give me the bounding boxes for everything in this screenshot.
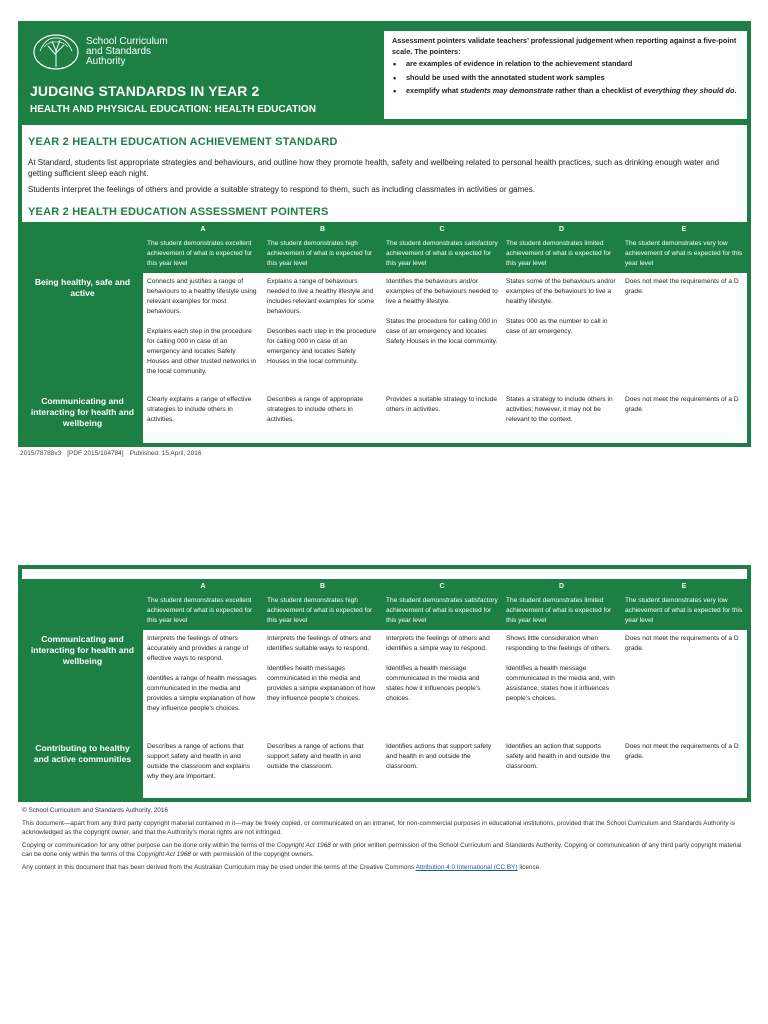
cell-text: States some of the behaviours and/or examples of the behaviours to live a healthy lifestyle. [506, 278, 616, 305]
row-heading [22, 391, 143, 443]
cell-text: Identifies health messages communicated in the media and provides a simple explanation of how they influence people’s choices. [267, 665, 376, 702]
header [22, 25, 747, 125]
cell-text: States the procedure for calling 000 in case of an emergency and locates Safety Houses in the local community. [386, 318, 498, 345]
page-one-body [22, 125, 747, 218]
pdf-reference: [PDF 2015/104784] [67, 450, 124, 457]
row-heading [22, 630, 143, 738]
cell-text: Identifies an action that supports safety and health in and outside the classroom. [506, 743, 611, 770]
cell-text: Provides a suitable strategy to include others in activities. [386, 396, 498, 413]
page-subtitle: HEALTH AND PHYSICAL EDUCATION: HEALTH EDUCATION [30, 104, 316, 115]
cell-text: Does not meet the requirements of a D grade. [625, 278, 739, 295]
pointer-prefix: exemplify what [406, 86, 461, 95]
authority-logo [32, 33, 232, 73]
table-cell [621, 630, 747, 738]
page-one [18, 21, 751, 457]
cell-text: Does not meet the requirements of a D grade. [625, 743, 739, 760]
copyright-line [22, 841, 747, 859]
grade-description: The student demonstrates satisfactory achievement of what is expected for this year level [382, 595, 502, 630]
table-cell [502, 391, 621, 443]
grade-letter: C [382, 222, 502, 238]
table-cell [263, 391, 382, 443]
table-cell [263, 630, 382, 738]
copyright-line: © School Curriculum and Standards Authority, 2016 [22, 807, 168, 814]
table-row [22, 391, 747, 443]
pointers-intro: Assessment pointers validate teachers’ professional judgement when reporting against a five-point scale. The pointers: [392, 36, 737, 56]
cell-text: Interprets the feelings of others accurately and provides a range of effective ways to respond. [147, 635, 249, 662]
cell-text: States 000 as the number to call in case of an emergency. [506, 318, 608, 335]
grade-desc-empty [22, 238, 143, 273]
pointers-info-box [384, 31, 747, 119]
cell-text: Interprets the feelings of others and identifies suitable ways to respond. [267, 635, 371, 652]
pointers-list [392, 59, 739, 97]
logo-wordmark [86, 37, 168, 67]
document-id: 2015/78788v3 [20, 450, 62, 457]
table-row [22, 738, 747, 798]
table-cell [143, 391, 263, 443]
cell-text: Identifies the behaviours and/or examples of the behaviours needed to live a healthy lifestyle. [386, 278, 498, 305]
page-title: JUDGING STANDARDS IN YEAR 2 [30, 83, 260, 99]
pointer-suffix: . [734, 86, 737, 95]
cell-text: Describes each step in the procedure for calling 000 in case of an emergency and locates Safety Houses in the local community. [267, 328, 377, 365]
copyright-line [22, 863, 747, 872]
cell-text: Identifies a health message communicated in the media and, with assistance, states how it influences people’s choices. [506, 665, 615, 702]
table-cell [382, 273, 502, 391]
cell-text: Identifies actions that support safety and health in and outside the classroom. [386, 743, 492, 770]
row-heading [22, 738, 143, 798]
document-footer [20, 450, 751, 457]
grade-description: The student demonstrates limited achievement of what is expected for this year level [502, 595, 621, 630]
grade-letter: A [143, 222, 263, 238]
grade-description: The student demonstrates high achievement of what is expected for this year level [263, 595, 382, 630]
cell-text: Does not meet the requirements of a D grade. [625, 396, 739, 413]
table-cell [621, 273, 747, 391]
cell-text: Interprets the feelings of others and identifies a simple way to respond. [386, 635, 490, 652]
copyright-line: This document—apart from any third party copyright material contained in it—may be freely copied, or communicated on an intranet, for non-commercial purposes in educational institutions, provided that the School Curriculum and Standards Authority is acknowledged as the copyright owner, and that the Authority’s moral rights are not infringed. [22, 820, 735, 836]
grade-letter: B [263, 579, 382, 595]
cell-text: Does not meet the requirements of a D grade. [625, 635, 739, 652]
tree-icon [32, 33, 80, 71]
pointer-mid: rather than a checklist of [553, 86, 644, 95]
grade-letter: D [502, 579, 621, 595]
copyright-act: Copyright Act 1968 [276, 842, 331, 849]
copyright-act: Copyright Act 1968 [136, 851, 191, 858]
cell-text: Clearly explains a range of effective strategies to include others in activities. [147, 396, 252, 423]
cc-by-license-link[interactable]: Attribution 4.0 International (CC BY) [415, 864, 518, 871]
table-cell [621, 738, 747, 798]
achievement-paragraph: At Standard, students list appropriate strategies and behaviours, and outline how they promote health, safety and wellbeing related to personal health practices, such as drinking enough water and getting sufficient sleep each night. [28, 158, 720, 178]
grade-letter: A [143, 579, 263, 595]
grade-description: The student demonstrates very low achievement of what is expected for this year level [621, 238, 747, 273]
page-two-frame [18, 565, 751, 802]
grade-description: The student demonstrates high achievement of what is expected for this year level [263, 238, 382, 273]
cell-text: Describes a range of actions that support safety and health in and outside the classroom and explains why they are important. [147, 743, 250, 780]
grade-letter: B [263, 222, 382, 238]
cell-text: Describes a range of actions that support safety and health in and outside the classroom. [267, 743, 364, 770]
table-cell [382, 630, 502, 738]
grade-letter: C [382, 579, 502, 595]
cell-text: Identifies a health message communicated in the media and states how it influences people’s choices. [386, 665, 481, 702]
table-cell [502, 738, 621, 798]
grade-description: The student demonstrates satisfactory achievement of what is expected for this year level [382, 238, 502, 273]
copyright-text: Any content in this document that has been derived from the Australian Curriculum may be used under the terms of the Creative Commons [22, 864, 416, 871]
cell-text: Connects and justifies a range of behaviours to a healthy lifestyle using relevant examples for most behaviours. [147, 278, 257, 315]
table-cell [143, 273, 263, 391]
achievement-standard-title: YEAR 2 HEALTH EDUCATION ACHIEVEMENT STANDARD [28, 136, 338, 148]
pointer-item: • should be used with the annotated student work samples [392, 73, 739, 84]
copyright-text: or with permission of the copyright owners. [190, 851, 314, 858]
row-heading-text: Communicating and interacting for health and wellbeing [30, 395, 135, 428]
row-heading-text: Communicating and interacting for health and wellbeing [30, 634, 135, 666]
grade-description: The student demonstrates excellent achievement of what is expected for this year level [143, 238, 263, 273]
table-cell [263, 273, 382, 391]
copyright-text: licence. [517, 864, 541, 871]
grade-letter: E [621, 579, 747, 595]
table-cell [143, 738, 263, 798]
cell-text: Describes a range of appropriate strategies to include others in activities. [267, 396, 364, 423]
table-row [22, 630, 747, 738]
page-two [18, 565, 751, 876]
achievement-paragraph: Students interpret the feelings of others and provide a suitable strategy to respond to them, such as including classmates in activities or games. [28, 185, 535, 194]
logo-line-1: School Curriculum [86, 36, 168, 47]
cell-text: Explains each step in the procedure for calling 000 in case of an emergency and locates Safety Houses and other trusted networks in the local community. [147, 328, 257, 375]
cell-text: Identifies a range of health messages communicated in the media and provides a simple explanation of how they influence people’s choices. [147, 675, 257, 712]
logo-line-3: Authority [86, 56, 126, 67]
assessment-table-1 [22, 222, 747, 443]
grade-header-empty [22, 579, 143, 595]
pointer-emphasis: everything they should do [643, 86, 735, 95]
copyright-text: Copying or communication for any other purpose can be done only within the terms of the [22, 842, 277, 849]
grade-letter: E [621, 222, 747, 238]
table-cell [382, 738, 502, 798]
pointer-item [392, 86, 739, 97]
row-heading-text: Being healthy, safe and active [34, 277, 131, 298]
published-date: Published: 15 April, 2016 [129, 450, 202, 457]
pointer-emphasis: students may demonstrate [460, 86, 554, 95]
copyright-text: or with prior written permission of the School Curriculum and Standards Authority. Copying or communication of any third party copyright material can be done only within the terms of the [22, 842, 742, 858]
grade-desc-empty [22, 595, 143, 630]
assessment-pointers-title: YEAR 2 HEALTH EDUCATION ASSESSMENT POINTERS [28, 206, 329, 218]
logo-line-2: and Standards [86, 46, 152, 57]
grade-description: The student demonstrates limited achievement of what is expected for this year level [502, 238, 621, 273]
cell-text: Shows little consideration when responding to the feelings of others. [506, 635, 611, 652]
assessment-table-2 [22, 579, 747, 798]
cell-text: States a strategy to include others in activities; however, it may not be relevant to the context. [506, 396, 613, 423]
grade-description: The student demonstrates excellent achievement of what is expected for this year level [143, 595, 263, 630]
table-cell [621, 391, 747, 443]
grade-header-empty [22, 222, 143, 238]
table-cell [502, 630, 621, 738]
page-one-frame [18, 21, 751, 447]
grade-description: The student demonstrates very low achievement of what is expected for this year level [621, 595, 747, 630]
pointer-item: • are examples of evidence in relation to the achievement standard [392, 59, 739, 70]
table-cell [382, 391, 502, 443]
row-heading-text: Contributing to healthy and active communities [33, 742, 132, 764]
table-cell [143, 630, 263, 738]
grade-letter: D [502, 222, 621, 238]
table-row [22, 273, 747, 391]
table-cell [263, 738, 382, 798]
cell-text: Explains a range of behaviours needed to live a healthy lifestyle and includes relevant examples for some behaviours. [267, 278, 375, 315]
copyright-notice [22, 806, 747, 872]
row-heading [22, 273, 143, 391]
table-cell [502, 273, 621, 391]
